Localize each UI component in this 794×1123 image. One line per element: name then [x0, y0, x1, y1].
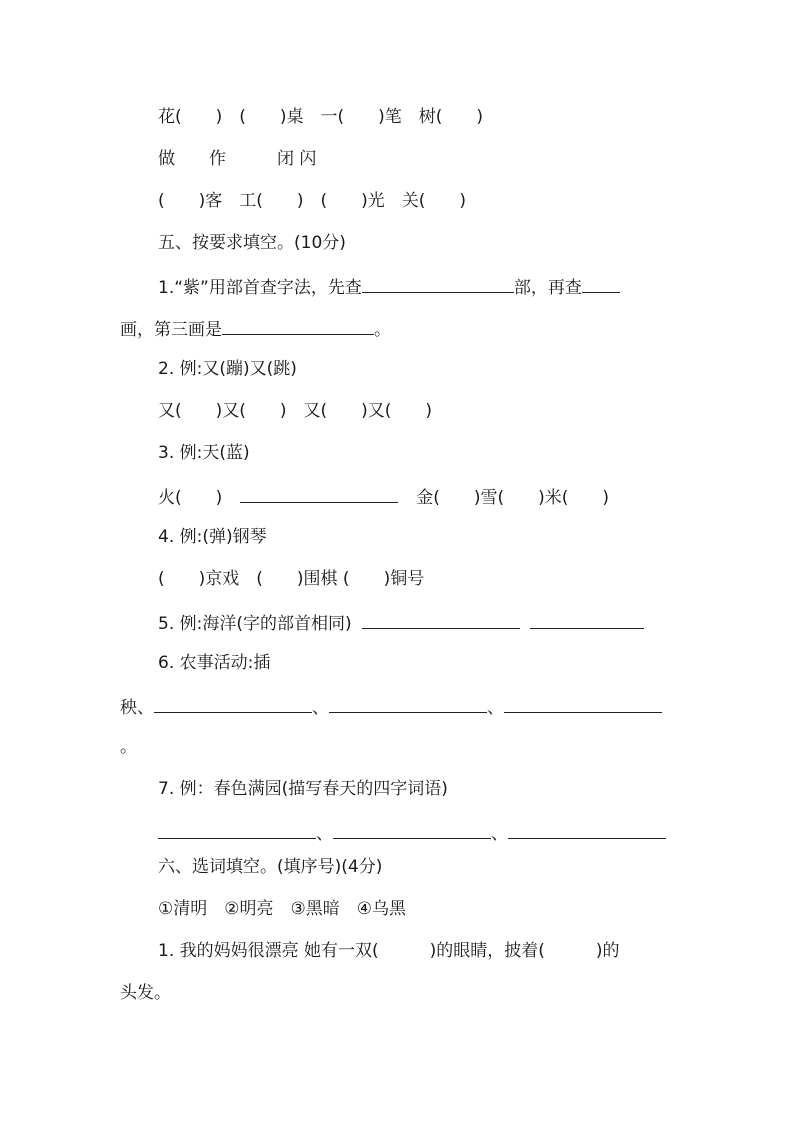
char-pair-row: 做 作 闭 闪: [158, 149, 317, 169]
q6-blank-1[interactable]: [154, 695, 312, 713]
q7-blank-1[interactable]: [158, 821, 316, 839]
question-4-fill-row: ( )京戏 ( )围棋 ( )铜号: [158, 569, 425, 589]
question-4-example: 4. 例:(弹)钢琴: [158, 527, 267, 547]
q5-blank-1[interactable]: [362, 611, 520, 629]
question-6-line-1: 6. 农事活动:插: [158, 653, 271, 673]
section-five-heading: 五、按要求填空。(10分): [158, 233, 346, 253]
q3-text-a: 火( ): [158, 488, 223, 508]
question-7-fill-row: [158, 821, 666, 844]
q7-sep-2: 、: [491, 824, 508, 844]
q1-blank-radical[interactable]: [362, 275, 514, 293]
q6-sep-2: 、: [487, 698, 504, 718]
question-2-example: 2. 例:又(蹦)又(跳): [158, 359, 297, 379]
question-6-line-2: [120, 695, 662, 718]
q1-text-d: 。: [374, 320, 391, 340]
q3-blank[interactable]: [240, 485, 398, 503]
question-1-line-2: [120, 317, 391, 340]
question-5-line: [158, 611, 644, 634]
q7-blank-3[interactable]: [508, 821, 666, 839]
q6-blank-2[interactable]: [329, 695, 487, 713]
q3-text-b: 金( )雪( )米( ): [416, 488, 610, 508]
q7-blank-2[interactable]: [333, 821, 491, 839]
q5-text: 5. 例:海洋(字的部首相同): [158, 614, 352, 634]
question-1-line-1: [158, 275, 620, 298]
q5-blank-2[interactable]: [530, 611, 644, 629]
q1-text-c: 画，第三画是: [120, 320, 222, 340]
question-2-fill-row: 又( )又( ) 又( )又( ): [158, 401, 433, 421]
q1-text-b: 部，再查: [513, 278, 582, 298]
q6-text-a: 秧、: [120, 698, 154, 718]
section-six-heading: 六、选词填空。(填序号)(4分): [158, 857, 383, 877]
q7-sep-1: 、: [316, 824, 333, 844]
question-3-example: 3. 例:天(蓝): [158, 443, 250, 463]
section-six-q1-line-1: 1. 我的妈妈很漂亮 她有一双( )的眼睛，披着( )的: [158, 941, 620, 961]
char-fill-row-1: 花( ) ( )桌 一( )笔 树( ): [158, 107, 484, 127]
question-3-fill-row: [158, 485, 609, 508]
question-7-example: 7. 例：春色满园(描写春天的四字词语): [158, 779, 448, 799]
question-6-end: 。: [120, 737, 137, 757]
char-fill-row-2: ( )客 工( ) ( )光 关( ): [158, 191, 467, 211]
q6-sep-1: 、: [312, 698, 329, 718]
q1-blank-third-stroke[interactable]: [222, 317, 374, 335]
q6-blank-3[interactable]: [504, 695, 662, 713]
q1-text-a: 1.“紫”用部首查字法，先查: [158, 278, 362, 298]
section-six-q1-line-2: 头发。: [120, 983, 171, 1003]
word-options: ①清明 ②明亮 ③黑暗 ④乌黑: [158, 899, 406, 919]
q1-blank-strokes[interactable]: [582, 275, 620, 293]
